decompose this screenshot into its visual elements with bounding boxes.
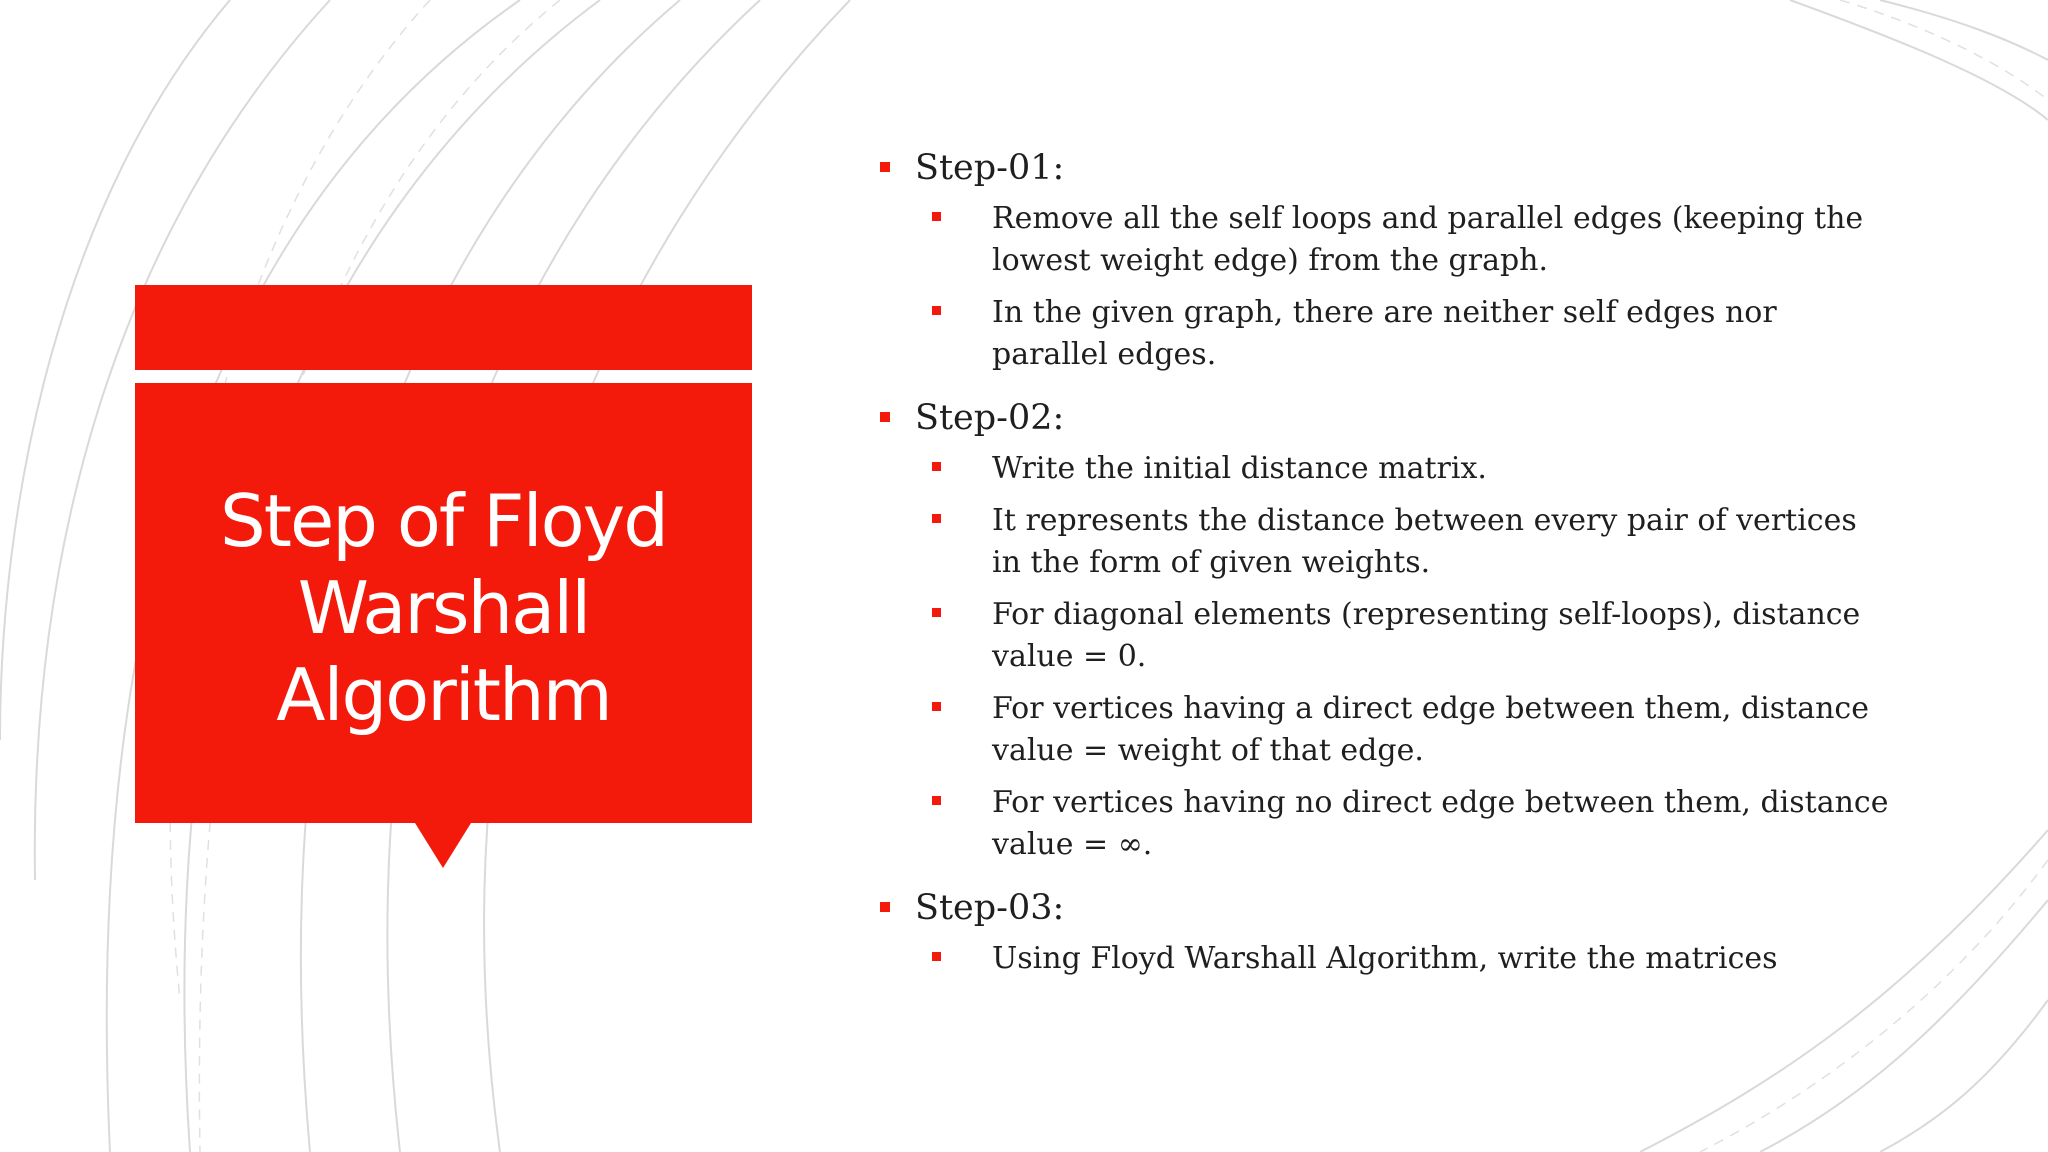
square-bullet-icon	[932, 462, 941, 471]
square-bullet-icon	[932, 306, 941, 315]
square-bullet-icon	[880, 162, 890, 172]
step-title: Step-01:	[915, 148, 1065, 188]
list-item	[932, 688, 1892, 772]
step-list	[875, 138, 1915, 992]
title-callout-pointer	[415, 823, 471, 868]
step-03	[875, 878, 1915, 980]
list-item-text: For vertices having a direct edge between them, distance value = weight of that edge.	[992, 691, 1869, 768]
list-item-text: Remove all the self loops and parallel edges (keeping the lowest weight edge) from the graph.	[992, 201, 1864, 278]
list-item	[932, 292, 1892, 376]
square-bullet-icon	[932, 212, 941, 221]
square-bullet-icon	[932, 952, 941, 961]
list-item-text: For diagonal elements (representing self-loops), distance value = 0.	[992, 597, 1861, 674]
list-item-text: Write the initial distance matrix.	[992, 451, 1487, 486]
slide-title: Step of Floyd Warshall Algorithm	[220, 478, 667, 737]
list-item	[932, 448, 1892, 490]
list-item	[932, 938, 1892, 980]
square-bullet-icon	[932, 608, 941, 617]
step-title: Step-02:	[915, 398, 1065, 438]
step-title: Step-03:	[915, 888, 1065, 928]
square-bullet-icon	[880, 412, 890, 422]
step-01	[875, 138, 1915, 376]
list-item-text: It represents the distance between every pair of vertices in the form of given weights.	[992, 503, 1857, 580]
list-item	[932, 594, 1892, 678]
square-bullet-icon	[932, 514, 941, 523]
step-items	[915, 938, 1915, 980]
list-item	[932, 198, 1892, 282]
square-bullet-icon	[932, 702, 941, 711]
step-items	[915, 448, 1915, 866]
title-box	[135, 383, 752, 823]
list-item-text: Using Floyd Warshall Algorithm, write the matrices	[992, 941, 1778, 976]
square-bullet-icon	[932, 796, 941, 805]
list-item-text: In the given graph, there are neither self edges nor parallel edges.	[992, 295, 1777, 372]
step-02	[875, 388, 1915, 866]
list-item	[932, 500, 1892, 584]
title-accent-bar	[135, 285, 752, 370]
list-item	[932, 782, 1892, 866]
list-item-text: For vertices having no direct edge between them, distance value = ∞.	[992, 785, 1889, 862]
square-bullet-icon	[880, 902, 890, 912]
step-items	[915, 198, 1915, 376]
